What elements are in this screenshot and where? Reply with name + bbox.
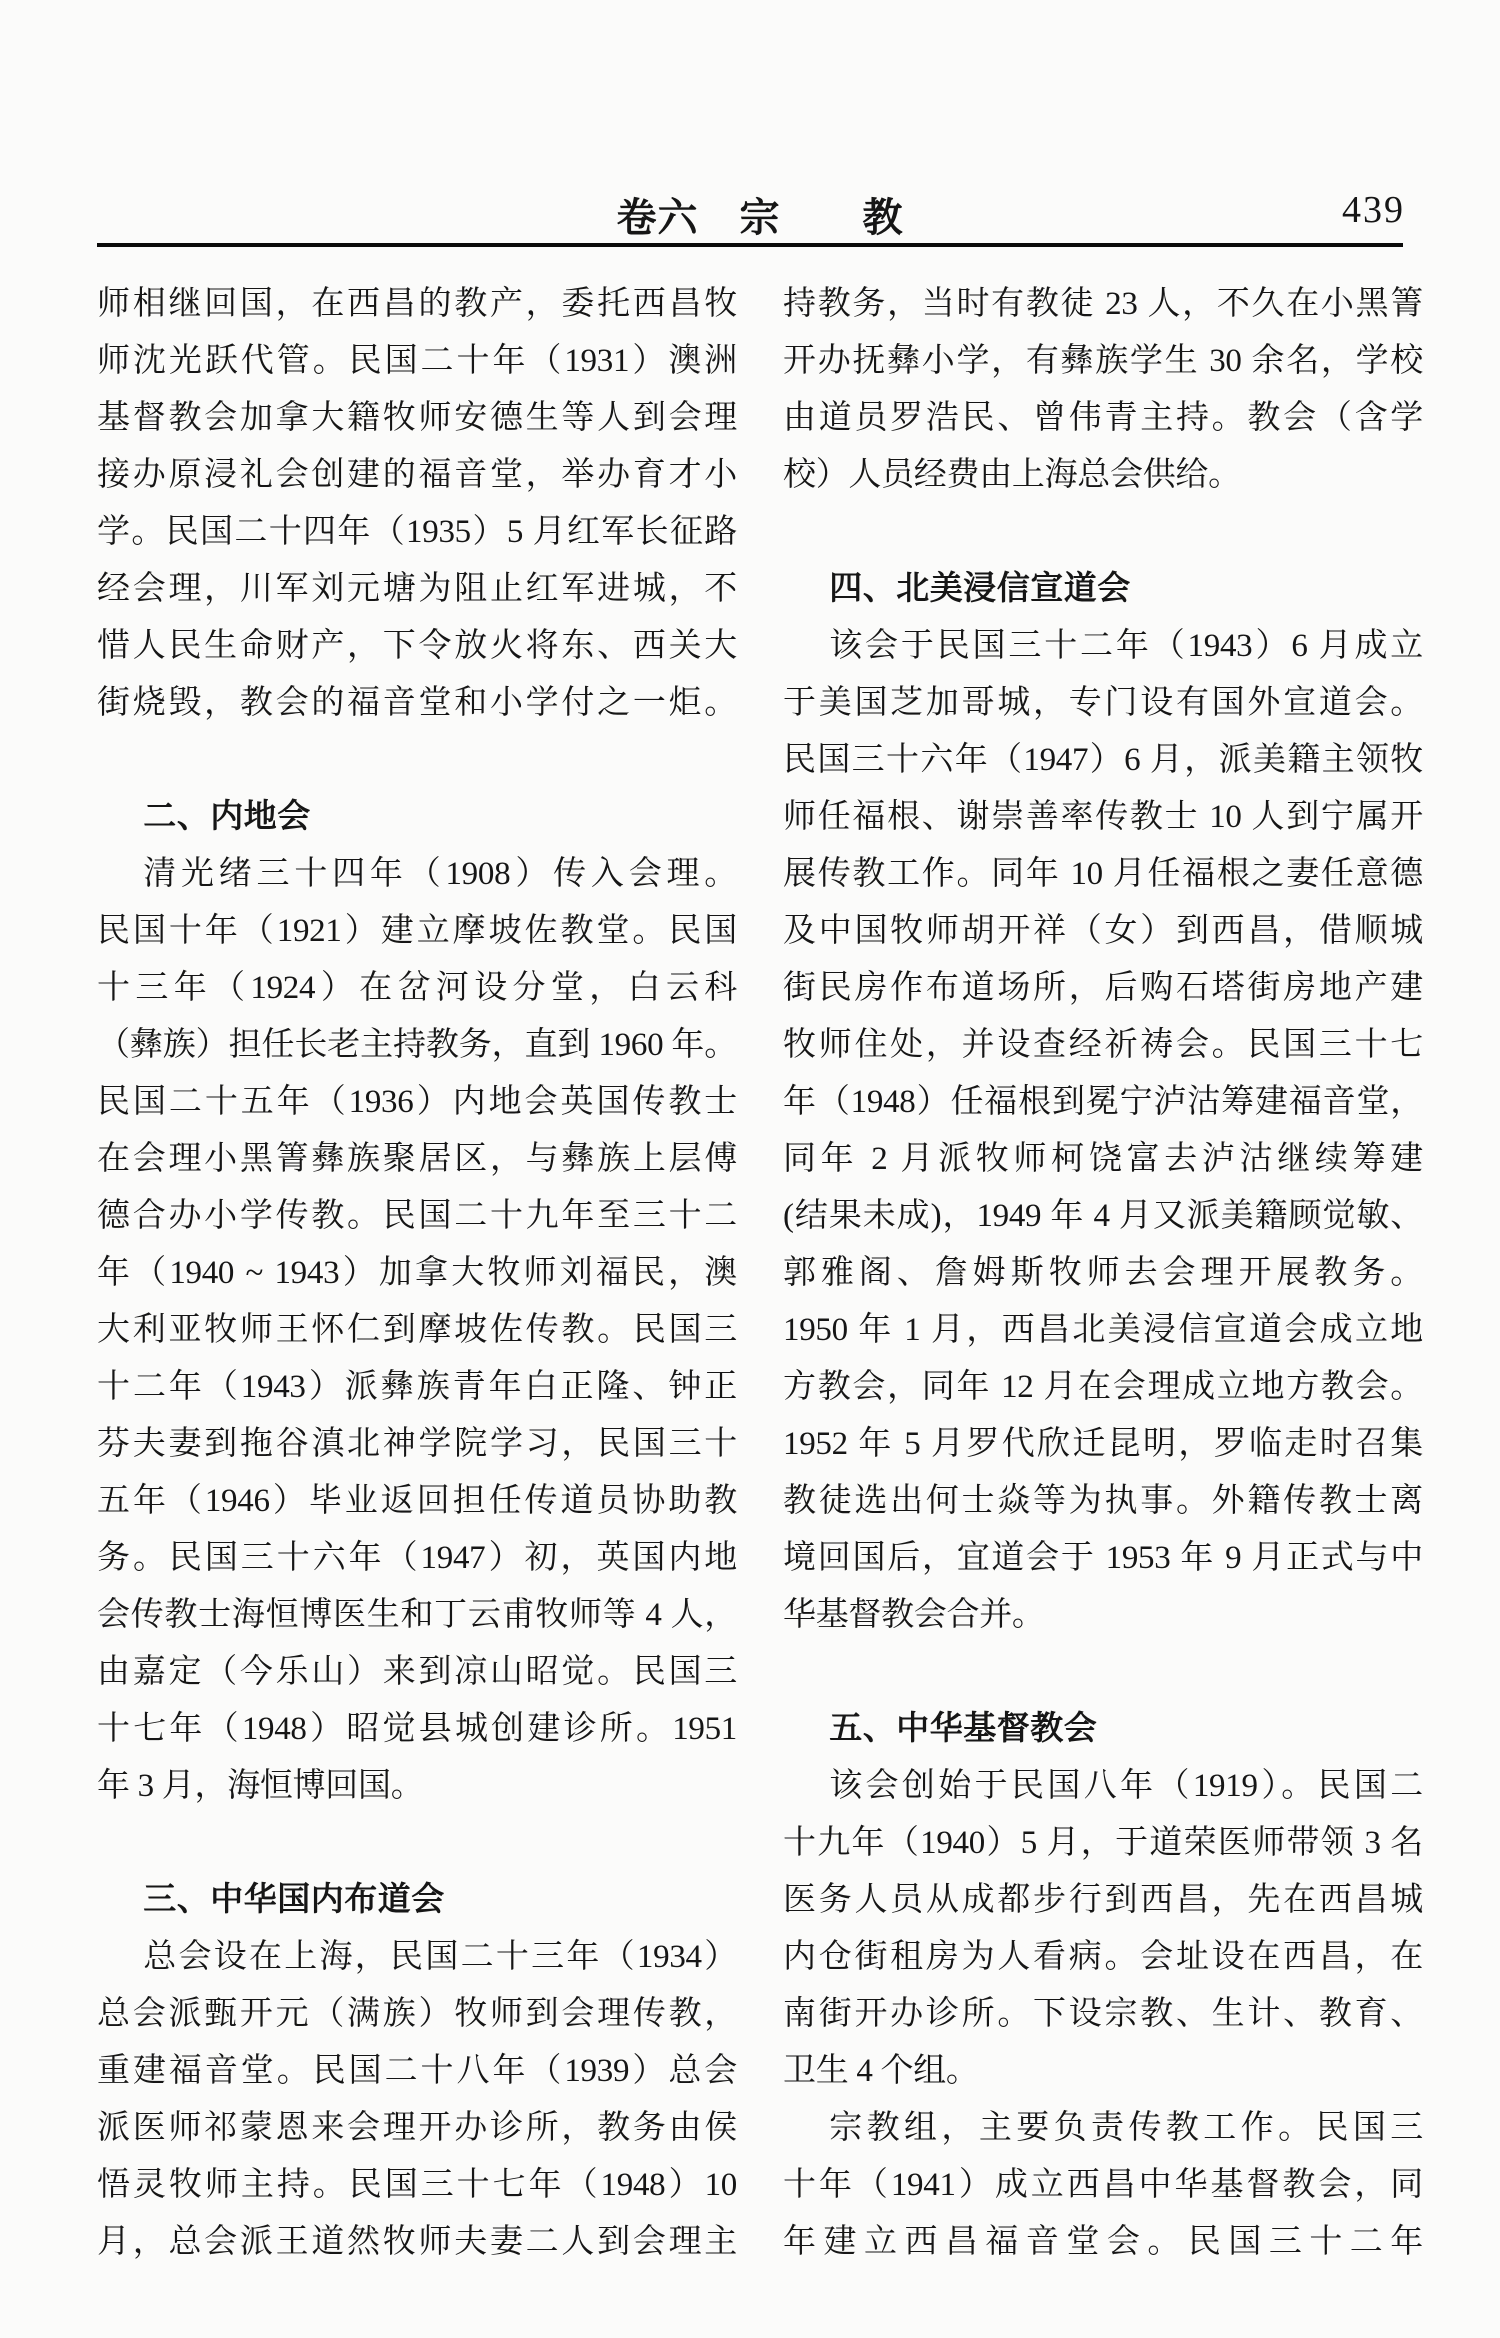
text-line: 1952 年 5 月罗代欣迁昆明，罗临走时召集 bbox=[783, 1426, 1423, 1462]
text-line: 月，总会派王道然牧师夫妻二人到会理主 bbox=[97, 2224, 737, 2260]
text-line: 及中国牧师胡开祥（女）到西昌，借顺城 bbox=[783, 913, 1423, 949]
text-line: 南街开办诊所。下设宗教、生计、教育、 bbox=[783, 1996, 1423, 2032]
text-line: 民国十年（1921）建立摩坡佐教堂。民国 bbox=[97, 913, 737, 949]
text-line: 由嘉定（今乐山）来到凉山昭觉。民国三 bbox=[97, 1654, 737, 1690]
text-line: 持教务，当时有教徒 23 人，不久在小黑箐 bbox=[783, 286, 1423, 322]
text-line: 师相继回国，在西昌的教产，委托西昌牧 bbox=[97, 286, 737, 322]
text-line: 基督教会加拿大籍牧师安德生等人到会理 bbox=[97, 400, 737, 436]
text-line: 由道员罗浩民、曾伟青主持。教会（含学 bbox=[783, 400, 1423, 436]
text-line: 芬夫妻到拖谷滇北神学院学习，民国三十 bbox=[97, 1426, 737, 1462]
right-column bbox=[783, 276, 1423, 2271]
text-line: 总会设在上海，民国二十三年（1934） bbox=[143, 1939, 737, 1975]
text-line: 务。民国三十六年（1947）初，英国内地 bbox=[97, 1540, 737, 1576]
left-column bbox=[97, 276, 737, 2271]
text-line: 十九年（1940）5 月，于道荣医师带领 3 名 bbox=[783, 1825, 1423, 1861]
text-line: 内仓街租房为人看病。会址设在西昌，在 bbox=[783, 1939, 1423, 1975]
text-line: 十七年（1948）昭觉县城创建诊所。1951 bbox=[97, 1711, 737, 1747]
text-line: 十二年（1943）派彝族青年白正隆、钟正 bbox=[97, 1369, 737, 1405]
text-line: 十年（1941）成立西昌中华基督教会，同 bbox=[783, 2167, 1423, 2203]
text-line: 街民房作布道场所，后购石塔街房地产建 bbox=[783, 970, 1423, 1006]
text-line: 学。民国二十四年（1935）5 月红军长征路 bbox=[97, 514, 737, 550]
text-line: 年（1940 ~ 1943）加拿大牧师刘福民，澳 bbox=[97, 1255, 737, 1291]
text-line: 校）人员经费由上海总会供给。 bbox=[783, 457, 1241, 493]
text-line: 年 3 月，海恒博回国。 bbox=[97, 1768, 424, 1804]
text-line: 卫生 4 个组。 bbox=[783, 2053, 979, 2089]
section-heading: 二、内地会 bbox=[143, 799, 311, 835]
text-line: 1950 年 1 月，西昌北美浸信宣道会成立地 bbox=[783, 1312, 1423, 1348]
text-line: 民国二十五年（1936）内地会英国传教士 bbox=[97, 1084, 737, 1120]
text-line: 师沈光跃代管。民国二十年（1931）澳洲 bbox=[97, 343, 737, 379]
line-spacer bbox=[97, 1815, 737, 1872]
text-line: 五年（1946）毕业返回担任传道员协助教 bbox=[97, 1483, 737, 1519]
text-line: 牧师住处，并设查经祈祷会。民国三十七 bbox=[783, 1027, 1423, 1063]
text-line: 悟灵牧师主持。民国三十七年（1948）10 bbox=[97, 2167, 737, 2203]
text-line: 该会于民国三十二年（1943）6 月成立 bbox=[829, 628, 1423, 664]
text-line: 教徒选出何士焱等为执事。外籍传教士离 bbox=[783, 1483, 1423, 1519]
text-line: 师任福根、谢崇善率传教士 10 人到宁属开 bbox=[783, 799, 1423, 835]
text-line: 十三年（1924）在岔河设分堂，白云科 bbox=[97, 970, 737, 1006]
text-line: 年建立西昌福音堂会。民国三十二年 bbox=[783, 2224, 1423, 2260]
text-line: 宗教组，主要负责传教工作。民国三 bbox=[829, 2110, 1423, 2146]
line-spacer bbox=[97, 732, 737, 789]
text-line: 派医师祁蒙恩来会理开办诊所，教务由侯 bbox=[97, 2110, 737, 2146]
text-line: 方教会，同年 12 月在会理成立地方教会。 bbox=[783, 1369, 1423, 1405]
text-line: 重建福音堂。民国二十八年（1939）总会 bbox=[97, 2053, 737, 2089]
text-line: 于美国芝加哥城，专门设有国外宣道会。 bbox=[783, 685, 1423, 721]
text-line: （彝族）担任长老主持教务，直到 1960 年。 bbox=[97, 1027, 737, 1063]
header-rule bbox=[97, 243, 1403, 247]
line-spacer bbox=[783, 504, 1423, 561]
page-header-title: 卷六 宗 教 bbox=[616, 195, 904, 240]
text-line: 街烧毁，教会的福音堂和小学付之一炬。 bbox=[97, 685, 737, 721]
page-body bbox=[97, 276, 1423, 2271]
section-heading: 三、中华国内布道会 bbox=[143, 1882, 445, 1918]
text-line: 同年 2 月派牧师柯饶富去泸沽继续筹建 bbox=[783, 1141, 1423, 1177]
text-line: 展传教工作。同年 10 月任福根之妻任意德 bbox=[783, 856, 1423, 892]
page-number: 439 bbox=[1342, 189, 1405, 231]
line-spacer bbox=[783, 1644, 1423, 1701]
text-line: 境回国后，宜道会于 1953 年 9 月正式与中 bbox=[783, 1540, 1423, 1576]
text-line: 会传教士海恒博医生和丁云甫牧师等 4 人， bbox=[97, 1597, 737, 1633]
text-line: 德合办小学传教。民国二十九年至三十二 bbox=[97, 1198, 737, 1234]
text-line: 大利亚牧师王怀仁到摩坡佐传教。民国三 bbox=[97, 1312, 737, 1348]
text-line: 医务人员从成都步行到西昌，先在西昌城 bbox=[783, 1882, 1423, 1918]
text-line: 总会派甄开元（满族）牧师到会理传教， bbox=[97, 1996, 737, 2032]
text-line: 接办原浸礼会创建的福音堂，举办育才小 bbox=[97, 457, 737, 493]
text-line: 华基督教会合并。 bbox=[783, 1597, 1045, 1633]
text-line: 在会理小黑箐彝族聚居区，与彝族上层傅 bbox=[97, 1141, 737, 1177]
section-heading: 四、北美浸信宣道会 bbox=[829, 571, 1131, 607]
text-line: 惜人民生命财产，下令放火将东、西关大 bbox=[97, 628, 737, 664]
text-line: 清光绪三十四年（1908）传入会理。 bbox=[143, 856, 737, 892]
text-line: 民国三十六年（1947）6 月，派美籍主领牧 bbox=[783, 742, 1423, 778]
text-line: 开办抚彝小学，有彝族学生 30 余名，学校 bbox=[783, 343, 1423, 379]
text-line: 郭雅阁、詹姆斯牧师去会理开展教务。 bbox=[783, 1255, 1423, 1291]
text-line: 年（1948）任福根到冕宁泸沽筹建福音堂， bbox=[783, 1084, 1423, 1120]
text-line: (结果未成)，1949 年 4 月又派美籍顾觉敏、 bbox=[783, 1198, 1423, 1234]
section-heading: 五、中华基督教会 bbox=[829, 1711, 1098, 1747]
text-line: 该会创始于民国八年（1919）。民国二 bbox=[829, 1768, 1423, 1804]
text-line: 经会理，川军刘元塘为阻止红军进城，不 bbox=[97, 571, 737, 607]
